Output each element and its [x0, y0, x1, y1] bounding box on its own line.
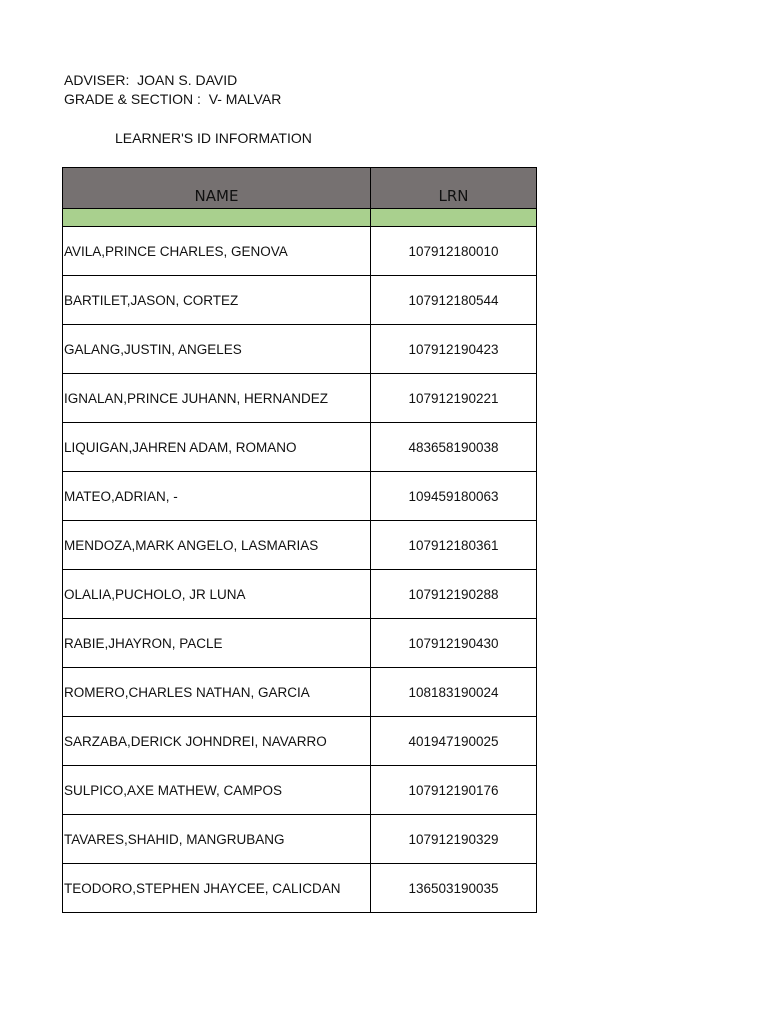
table-row: [63, 472, 537, 521]
learner-lrn-cell: 107912180010: [371, 227, 537, 276]
learner-name-cell: GALANG,JUSTIN, ANGELES: [63, 325, 371, 374]
learner-lrn-cell: 107912190221: [371, 374, 537, 423]
table-row: [63, 227, 537, 276]
table-header-row: [63, 168, 537, 209]
column-header-lrn: LRN: [371, 168, 537, 209]
table-body: [63, 209, 537, 913]
learner-name-cell: MENDOZA,MARK ANGELO, LASMARIAS: [63, 521, 371, 570]
table-row: [63, 570, 537, 619]
table-row: [63, 717, 537, 766]
learner-name-cell: BARTILET,JASON, CORTEZ: [63, 276, 371, 325]
column-header-name: NAME: [63, 168, 371, 209]
table-row: [63, 276, 537, 325]
learner-name-cell: OLALIA,PUCHOLO, JR LUNA: [63, 570, 371, 619]
learner-lrn-cell: 483658190038: [371, 423, 537, 472]
learner-lrn-cell: 107912190423: [371, 325, 537, 374]
learner-lrn-cell: 107912190288: [371, 570, 537, 619]
learner-lrn-cell: 107912180544: [371, 276, 537, 325]
learner-name-cell: SARZABA,DERICK JOHNDREI, NAVARRO: [63, 717, 371, 766]
learner-lrn-cell: 107912190176: [371, 766, 537, 815]
learner-name-cell: SULPICO,AXE MATHEW, CAMPOS: [63, 766, 371, 815]
table-row: [63, 766, 537, 815]
table-row: [63, 619, 537, 668]
table-row: [63, 325, 537, 374]
learner-lrn-cell: 107912190329: [371, 815, 537, 864]
table-row: [63, 423, 537, 472]
learner-name-cell: ROMERO,CHARLES NATHAN, GARCIA: [63, 668, 371, 717]
learner-lrn-cell: 401947190025: [371, 717, 537, 766]
learner-lrn-cell: 107912190430: [371, 619, 537, 668]
learner-lrn-cell: 107912180361: [371, 521, 537, 570]
learner-name-cell: AVILA,PRINCE CHARLES, GENOVA: [63, 227, 371, 276]
learner-name-cell: LIQUIGAN,JAHREN ADAM, ROMANO: [63, 423, 371, 472]
spacer-cell: [371, 209, 537, 227]
spacer-cell: [63, 209, 371, 227]
learner-lrn-cell: 109459180063: [371, 472, 537, 521]
learner-name-cell: IGNALAN,PRINCE JUHANN, HERNANDEZ: [63, 374, 371, 423]
adviser-label: ADVISER: JOAN S. DAVID: [64, 72, 238, 88]
learner-id-table: [62, 167, 537, 913]
table-spacer-row: [63, 209, 537, 227]
table-row: [63, 815, 537, 864]
table-row: [63, 668, 537, 717]
learner-name-cell: TAVARES,SHAHID, MANGRUBANG: [63, 815, 371, 864]
table-row: [63, 374, 537, 423]
learner-lrn-cell: 108183190024: [371, 668, 537, 717]
grade-section-label: GRADE & SECTION : V- MALVAR: [64, 91, 282, 107]
table-row: [63, 521, 537, 570]
learner-name-cell: MATEO,ADRIAN, -: [63, 472, 371, 521]
learner-name-cell: TEODORO,STEPHEN JHAYCEE, CALICDAN: [63, 864, 371, 913]
table-row: [63, 864, 537, 913]
document-title: LEARNER'S ID INFORMATION: [115, 130, 312, 146]
learner-lrn-cell: 136503190035: [371, 864, 537, 913]
learner-name-cell: RABIE,JHAYRON, PACLE: [63, 619, 371, 668]
